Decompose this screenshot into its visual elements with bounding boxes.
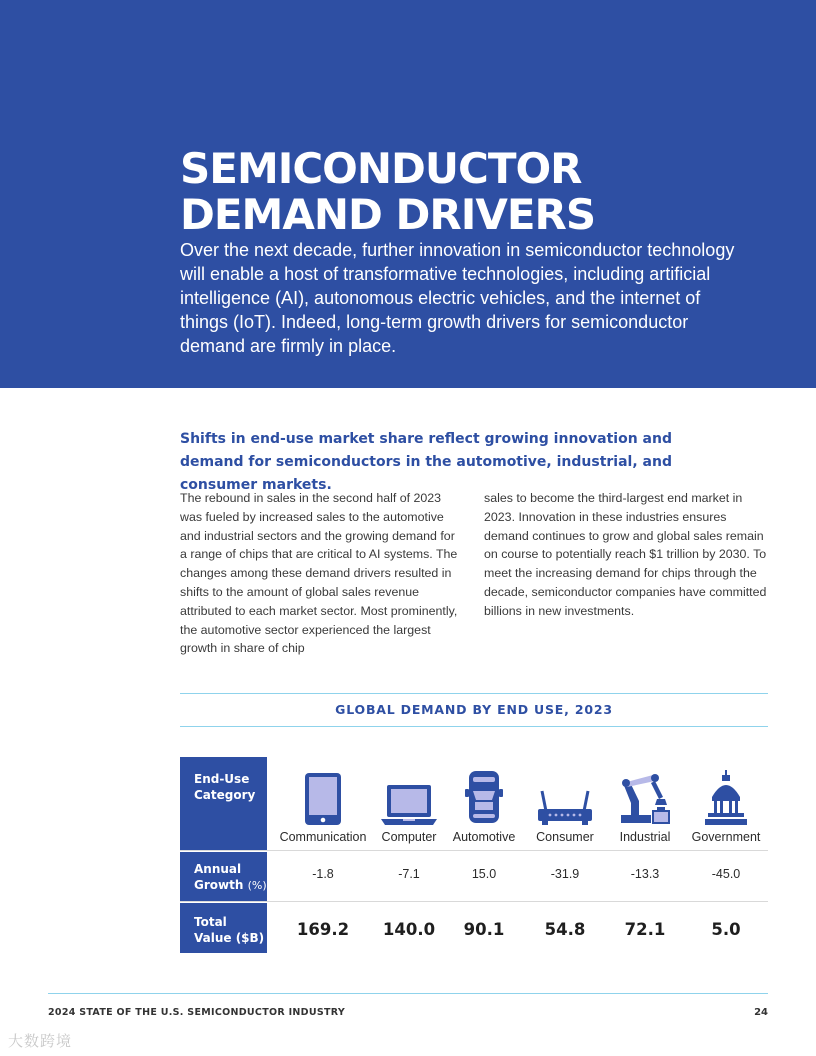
row-header-growth xyxy=(180,852,267,901)
growth-value-government: -45.0 xyxy=(711,867,741,881)
page-number: 24 xyxy=(754,1007,768,1018)
capitol-icon xyxy=(704,769,748,827)
category-label: Computer xyxy=(381,830,437,844)
total-value-automotive: 90.1 xyxy=(463,920,505,939)
table-title-top-rule xyxy=(180,693,768,694)
body-column-left: The rebound in sales in the second half of 2023 was fueled by increased sales to the automotive and industrial sectors and the growing demand for a range of chips that are critical to AI systems. The changes among these demand drivers resulted in shifts to the amount of global sales revenue attributed to each market sector. Most prominently, the automotive sector experienced the largest growth in share of chip xyxy=(180,491,458,656)
page-title-line-2: DEMAND DRIVERS xyxy=(180,190,596,239)
table-row-divider xyxy=(180,850,768,851)
hero-banner xyxy=(0,0,816,388)
row-header-total xyxy=(180,903,267,953)
body-column-right: sales to become the third-largest end market in 2023. Innovation in these industries ensures demand continues to grow and global sales remain on course to potentially reach $1 trillion by 2030. To meet the increasing demand for chips through the decade, semiconductor companies have committed billions in new investments. xyxy=(484,491,767,618)
total-value-computer: 140.0 xyxy=(382,920,436,939)
row-header-category-line-2: Category xyxy=(194,788,256,802)
row-header-total-line-2: Value ($B) xyxy=(194,931,265,945)
total-value-communication: 169.2 xyxy=(296,920,350,939)
table-title-bottom-rule xyxy=(180,726,768,727)
section-subheading: Shifts in end-use market share reflect growing innovation and demand for semiconductors in the automotive, industrial, and consumer markets. xyxy=(180,431,672,493)
category-industrial xyxy=(609,763,681,844)
tablet-icon xyxy=(303,771,343,827)
growth-value-industrial: -13.3 xyxy=(630,867,660,881)
row-header-total-line-1: Total xyxy=(194,915,227,929)
category-label: Consumer xyxy=(536,830,594,844)
row-header-growth-label: Growth xyxy=(194,878,244,892)
watermark: 大数跨境 xyxy=(8,1033,73,1050)
category-consumer xyxy=(528,763,602,844)
row-header-category xyxy=(180,757,267,850)
footer-rule xyxy=(48,993,768,994)
laptop-icon xyxy=(379,781,439,827)
intro-paragraph: Over the next decade, further innovation in semiconductor technology will enable a host of transformative technologies, including artificial intelligence (AI), autonomous electric vehicles, and the internet of things (IoT). Indeed, long-term growth drivers for semiconductor demand are firmly in place. xyxy=(180,240,735,356)
category-label: Industrial xyxy=(619,830,671,844)
table-title: GLOBAL DEMAND BY END USE, 2023 xyxy=(335,702,613,717)
category-government xyxy=(686,763,766,844)
growth-value-computer: -7.1 xyxy=(398,867,420,881)
category-label: Automotive xyxy=(452,830,516,844)
category-label: Government xyxy=(691,830,761,844)
growth-value-consumer: -31.9 xyxy=(550,867,580,881)
row-header-growth-line-2 xyxy=(194,877,267,894)
total-value-consumer: 54.8 xyxy=(544,920,586,939)
category-communication xyxy=(275,763,371,844)
category-label: Communication xyxy=(279,830,367,844)
growth-value-communication: -1.8 xyxy=(312,867,334,881)
total-value-industrial: 72.1 xyxy=(624,920,666,939)
robot-arm-icon xyxy=(617,771,673,827)
row-header-category-line-1: End-Use xyxy=(194,772,250,786)
category-automotive xyxy=(447,763,521,844)
page-title-line-1: SEMICONDUCTOR xyxy=(180,144,582,193)
row-header-growth-line-1: Annual xyxy=(194,862,242,876)
router-icon xyxy=(536,787,594,827)
growth-value-automotive: 15.0 xyxy=(471,867,497,881)
car-icon xyxy=(465,769,503,827)
footer-report-title: 2024 STATE OF THE U.S. SEMICONDUCTOR INDUSTRY xyxy=(48,1007,346,1018)
row-header-growth-unit: (%) xyxy=(247,879,267,892)
total-value-government: 5.0 xyxy=(711,920,741,939)
category-computer xyxy=(378,763,440,844)
table-row-divider xyxy=(180,901,768,902)
page-title xyxy=(180,146,740,238)
